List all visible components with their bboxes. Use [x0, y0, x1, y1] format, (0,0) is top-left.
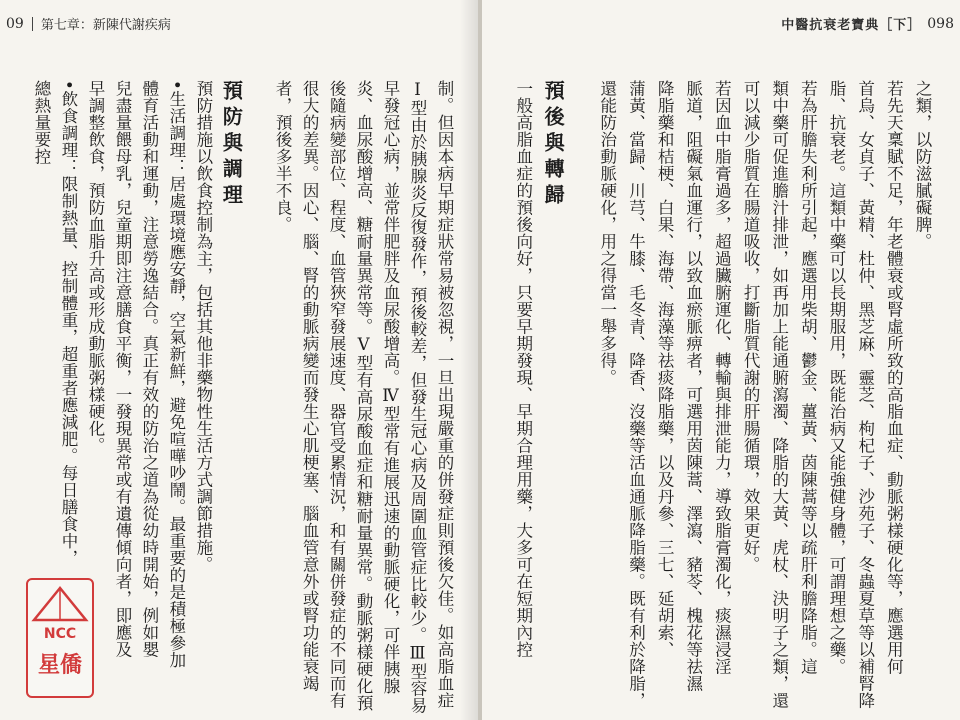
section-heading-prevention: 預防與調理 — [219, 80, 244, 210]
text-column: 若先天稟賦不足，年老體衰或腎虛所致的高脂血症、動脈粥樣硬化等，應選用何 — [884, 80, 904, 675]
text-column: Ⅰ型由於胰腺炎反復發作，預後較差，但發生冠心病及周圍血管症比較少。Ⅲ型容易 — [408, 80, 428, 714]
left-running-header — [6, 14, 171, 33]
text-column: 很大的差異。因心、腦、腎的動脈病變而發生心肌梗塞、腦血管意外或腎功能衰竭 — [300, 80, 320, 692]
right-text-body — [502, 80, 932, 709]
text-column: 總熱量要控 — [31, 80, 51, 165]
text-column: 若為肝膽失利所引起，應選用柴胡、鬱金、薑黃、茵陳蒿等以疏肝利膽降脂。這 — [798, 80, 818, 675]
text-column: 制。但因本病早期症狀常易被忽視，一旦出現嚴重的併發症則預後欠佳。如高脂血症 — [435, 80, 454, 709]
chapter-title: 第七章：新陳代謝疾病 — [40, 18, 171, 33]
text-column-bullet: •飲食調理：限制熱量、控制體重，超重者應減肥。每日膳食中， — [58, 80, 78, 567]
book-title: 中醫抗衰老寶典［下］ — [781, 18, 922, 33]
text-column: 脂、抗衰老。這類中藥可以長期服用，既能治病又能強健身體，可謂理想之藥。 — [827, 80, 847, 675]
left-page — [0, 0, 478, 720]
text-column: 蒲黃、當歸、川芎、牛膝、毛冬青、降香、沒藥等活血通脈降脂藥。既有利於降脂， — [626, 80, 646, 709]
left-page-number: 09 — [6, 15, 24, 32]
right-page — [482, 0, 960, 720]
stamp-text-top: NCC — [43, 626, 77, 642]
column-spacer — [247, 80, 263, 700]
text-column: 還能防治動脈硬化，用之得當一舉多得。 — [597, 80, 617, 386]
text-column: 脈道，阻礙氣血運行，以致血瘀脈痹者，可選用茵陳蒿、澤瀉、豬苓、槐花等祛濕 — [683, 80, 703, 692]
stamp-text-bottom: 星僑 — [37, 653, 83, 678]
text-column: 早調整飲食，預防血脂升高或形成動脈粥樣硬化。 — [85, 80, 105, 454]
text-column: 兒盡量餵母乳，兒童期即注意膳食平衡，一發現異常或有遺傳傾向者，即應及 — [112, 80, 132, 658]
header-divider — [32, 17, 33, 31]
right-page-number: 098 — [927, 15, 954, 32]
right-running-header — [781, 14, 954, 33]
text-column: 預防措施以飲食控制為主，包括其他非藥物性生活方式調節措施。 — [193, 80, 213, 573]
gutter-shadow — [460, 0, 478, 720]
text-column: 早發冠心病，並常伴肥胖及血尿酸增高。Ⅳ型常有進展迅速的動脈硬化，可伴胰腺 — [381, 80, 401, 695]
text-column: 類中藥可促進膽汁排泄，如再加上能通腑瀉濁、降脂的大黃、虎杖、決明子之類，還 — [769, 80, 789, 709]
text-column-bullet: •生活調理：居處環境應安靜，空氣新鮮，避免喧嘩吵鬧。最重要的是積極參加 — [166, 80, 186, 669]
text-column: 之類，以防滋膩礙脾。 — [913, 80, 932, 250]
house-roof-icon — [28, 580, 92, 696]
text-column: 一般高脂血症的預後向好，只要早期發現、早期合理用藥，大多可在短期內控 — [513, 80, 533, 658]
text-column: 體育活動和運動，注意勞逸結合。真正有效的防治之道為從幼時開始，例如嬰 — [139, 80, 159, 658]
section-heading-prognosis: 預後與轉歸 — [541, 80, 566, 210]
text-column: 首烏、女貞子、黃精、杜仲、黑芝麻、靈芝、枸杞子、沙苑子、冬蟲夏草等以補腎降 — [855, 80, 875, 709]
text-column: 降脂藥和桔梗、白果、海帶、海藻等祛痰降脂藥，以及丹參、三七、延胡索、 — [655, 80, 675, 658]
text-column: 炎、血尿酸增高、糖耐量異常等。Ⅴ型有高尿酸血症和糖耐量異常。動脈粥樣硬化預 — [354, 80, 374, 712]
text-column: 後隨病變部位、程度、血管狹窄發展速度、器官受累情況，和有關併發症的不同而有 — [327, 80, 347, 709]
column-spacer — [569, 80, 586, 700]
text-column: 者，預後多半不良。 — [273, 80, 293, 233]
text-column: 可以減少脂質在腸道吸收，打斷脂質代謝的肝腸循環，效果更好。 — [741, 80, 761, 573]
ncc-watermark-stamp — [26, 578, 94, 698]
text-column: 若因血中脂膏過多，超過臟腑運化、轉輸與排泄能力，導致脂膏濁化，痰濕浸淫 — [712, 80, 732, 675]
